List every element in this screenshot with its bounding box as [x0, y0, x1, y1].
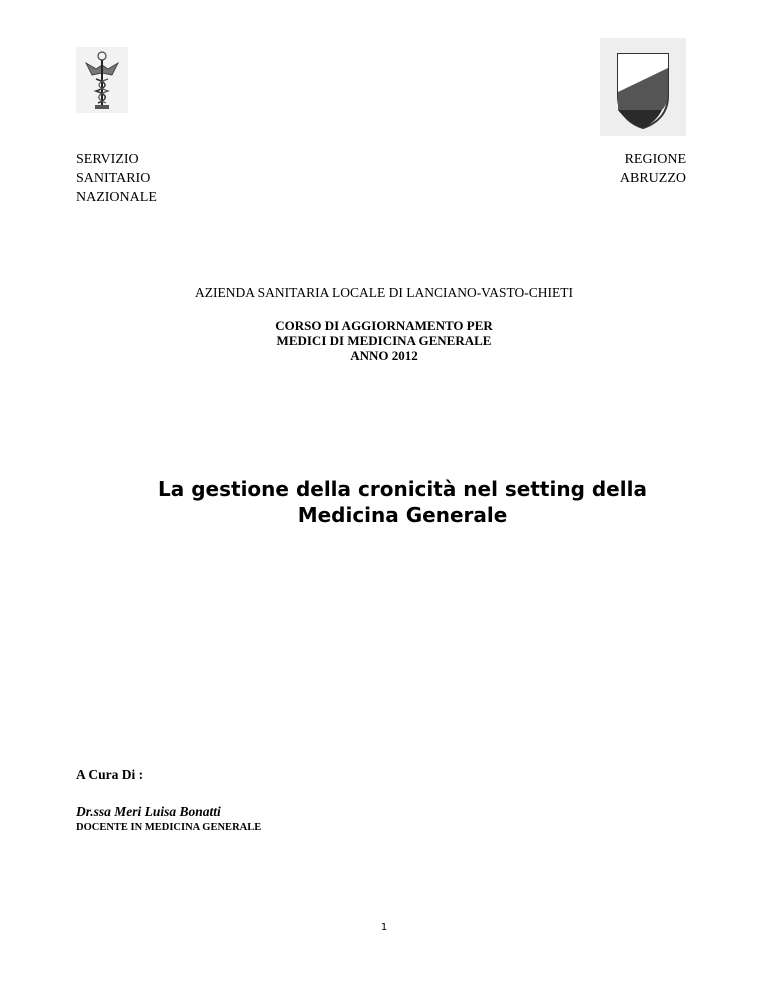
org-left-line: SANITARIO: [76, 171, 151, 186]
title-line: Medicina Generale: [297, 503, 508, 527]
course-line: MEDICI DI MEDICINA GENERALE: [276, 333, 492, 348]
author-role: DOCENTE IN MEDICINA GENERALE: [76, 822, 262, 833]
servizio-sanitario-nazionale-label: [76, 150, 157, 207]
page-number: 1: [380, 922, 388, 933]
org-left-line: NAZIONALE: [76, 190, 157, 205]
course-line: ANNO 2012: [350, 348, 418, 363]
org-right-line: REGIONE: [624, 152, 686, 167]
credits-label: A Cura Di :: [76, 767, 144, 782]
regione-abruzzo-crest-icon: [600, 38, 686, 136]
document-title: [120, 476, 685, 528]
author-name: Dr.ssa Meri Luisa Bonatti: [76, 804, 221, 819]
caduceus-emblem-icon: [76, 47, 128, 113]
org-right-line: ABRUZZO: [619, 171, 686, 186]
asl-heading: AZIENDA SANITARIA LOCALE DI LANCIANO-VASTO-CHIETI: [195, 285, 573, 300]
regione-abruzzo-label: [620, 150, 686, 188]
course-heading: [0, 318, 768, 363]
title-line: La gestione della cronicità nel setting della: [158, 477, 647, 501]
course-line: CORSO DI AGGIORNAMENTO PER: [275, 318, 493, 333]
org-left-line: SERVIZIO: [76, 152, 139, 167]
